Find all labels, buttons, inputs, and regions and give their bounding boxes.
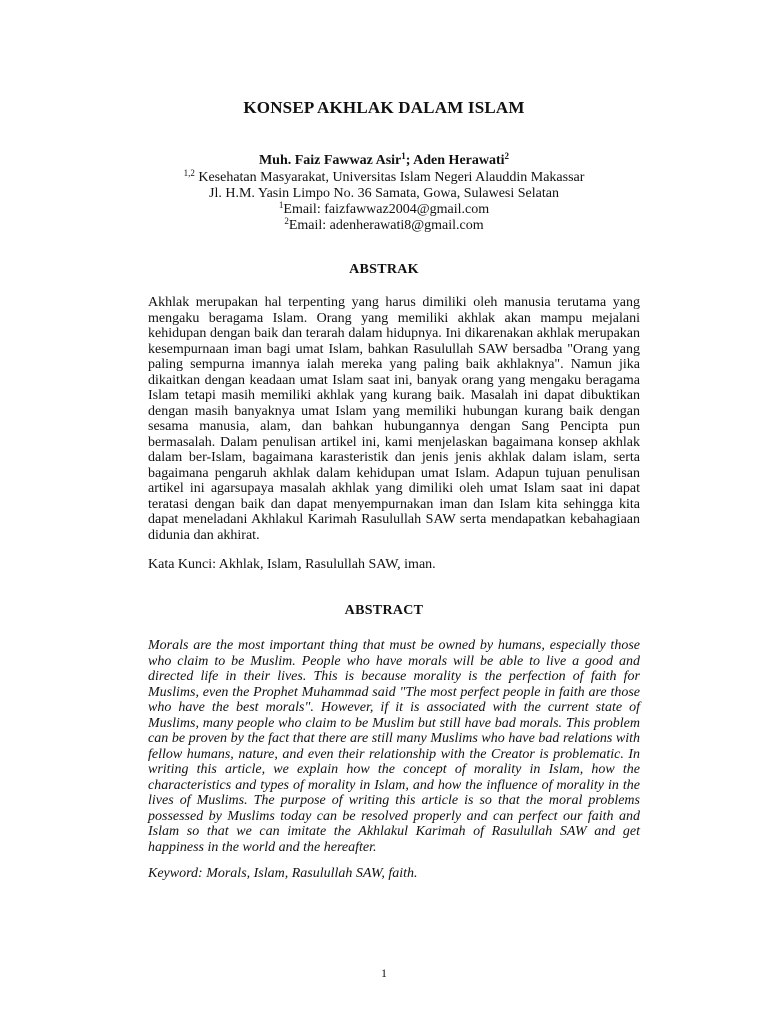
abstrak-body: Akhlak merupakan hal terpenting yang harus dimiliki oleh manusia terutama yang mengaku beragama Islam. Orang yang memiliki akhlak akan mampu mejalani kehidupan dengan baik dan terarah dalam hidupnya. Ini dikarenakan akhlak merupakan kesempurnaan iman bagi umat Islam, bahkan Rasulullah SAW bersadba "Orang yang paling sempurna imannya ialah mereka yang paling baik akhlaknya". Namun jika dikaitkan dengan keadaan umat Islam saat ini, banyak orang yang mengaku beragama Islam tetapi masih memiliki akhlak yang kurang baik. Masalah ini dapat dibuktikan dengan masih banyaknya umat Islam yang memiliki hubungan kurang baik dengan sesama manusia, alam, dan bahkan hubungannya dengan Sang Pencipta pun bermasalah. Dalam penulisan artikel ini, kami menjelaskan bagaimana konsep akhlak dalam ber-Islam, bagaimana karasteristik dan jenis jenis akhlak dalam islam, serta bagaimana pengaruh akhlak dalam kehidupan umat Islam. Adapun tujuan penulisan artikel ini agarsupaya masalah akhlak yang dimiliki oleh umat Islam saat ini dapat teratasi dengan baik dan dapat menyempurnakan iman dan Islam kita sehingga kita dapat meneladani Akhlakul Karimah Rasulullah SAW serta mendapatkan kebahagiaan didunia dan akhirat. (148, 295, 640, 543)
address-line: Jl. H.M. Yasin Limpo No. 36 Samata, Gowa, Sulawesi Selatan (209, 186, 559, 201)
email-line-2 (0, 218, 768, 234)
abstract-heading: ABSTRACT (344, 603, 424, 618)
abstrak-keywords: Kata Kunci: Akhlak, Islam, Rasulullah SAW, iman. (148, 557, 436, 572)
author-line (0, 153, 768, 169)
affiliation-text: Kesehatan Masyarakat, Universitas Islam Negeri Alauddin Makassar (194, 170, 585, 185)
abstract-keywords: Keyword: Morals, Islam, Rasulullah SAW, faith. (148, 866, 418, 881)
affiliation-block (0, 170, 768, 234)
abstract-body: Morals are the most important thing that must be owned by humans, especially those who claim to be Muslim. People who have morals will be able to live a good and directed life in their lives. This is because morality is the perfection of faith for Muslims, even the Prophet Muhammad said "The most perfect people in faith are those who have the best morals". However, if it is associated with the current state of Muslims, many people who claim to be Muslim but still have bad morals. This problem can be proven by the fact that there are still many Muslims who have bad relations with fellow humans, nature, and even their relationship with the Creator is problematic. In writing this article, we explain how the concept of morality in Islam, how the characteristics and types of morality in Islam, and how the influence of morality in the lives of Muslims. The purpose of writing this article is so that the moral problems possessed by Muslims today can be resolved properly and can perfect our faith and Islam so that we can imitate the Akhlakul Karimah of Rasulullah SAW and get happiness in the world and the hereafter. (148, 638, 640, 855)
affiliation-superscript: 1,2 (183, 168, 195, 178)
email-2-superscript: 2 (284, 216, 289, 226)
author-2-superscript: 2 (504, 151, 510, 161)
email-2-text: Email: adenherawati8@gmail.com (288, 218, 484, 233)
affiliation-line (0, 170, 768, 186)
paper-title: KONSEP AKHLAK DALAM ISLAM (243, 98, 525, 117)
email-line-1 (0, 202, 768, 218)
author-separator: ; (405, 153, 414, 168)
author-1-superscript: 1 (401, 151, 406, 161)
abstrak-heading: ABSTRAK (349, 262, 419, 277)
email-1-text: Email: faizfawwaz2004@gmail.com (283, 202, 490, 217)
page-number: 1 (381, 966, 387, 980)
email-1-superscript: 1 (278, 200, 284, 210)
author-name-1: Muh. Faiz Fawwaz Asir (258, 153, 402, 168)
author-name-2: Aden Herawati (413, 153, 505, 168)
